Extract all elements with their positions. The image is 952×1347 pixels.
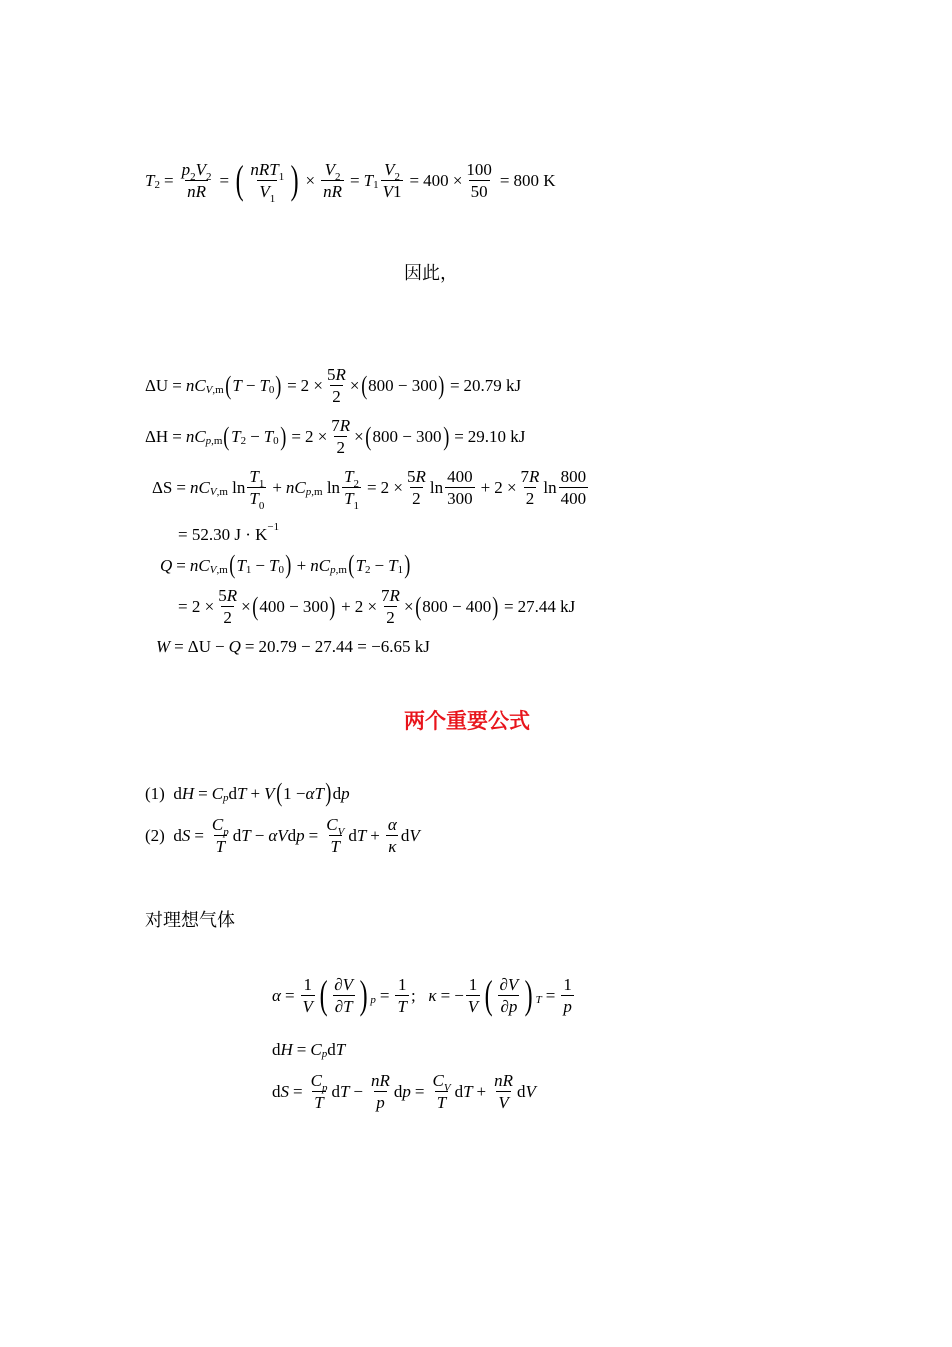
section-heading: 两个重要公式	[404, 709, 530, 733]
equation-delta-s-result: = 52.30 J · K −1	[178, 521, 280, 544]
equation-q: Q = nC V ,m ( T 1 − T 0 ) + nC p ,m ( T 2 − T 1 )	[160, 550, 411, 579]
ideal-gas-text: 对理想气体	[145, 910, 235, 931]
equation-t2: T 2 = $\frac{p_2V_2}{nR}$ = ( $\frac{nRT_1}{V_1}$ ) × $\frac{V_2}{nR}$ = T 1 $\frac{V_2}{V1}$ = 400 × $\frac{100}{50}$ = 800 K	[145, 157, 556, 205]
equation-q-result: = 2 × $\frac{5R}{2}$ × ( 400 − 300 ) + 2 × $\frac{7R}{2}$ × ( 800 − 400 ) = 27.44 kJ	[178, 586, 576, 627]
formula-2-label: (2)	[145, 826, 165, 845]
equation-w: W = ΔU − Q = 20.79 − 27.44 = −6.65 kJ	[156, 637, 430, 656]
equation-delta-h: ΔH = nC p ,m ( T 2 − T 0 ) = 2 × $\frac{7R}{2}$ × ( 800 − 300 ) = 29.10 kJ	[145, 416, 526, 457]
formula-2: (2) d S = $\frac{C_p}{T}$ d T − αV d p = $\frac{C_V}{T}$ d T + $\frac{\alpha}{\kappa}$ d V	[145, 815, 420, 856]
formula-1: (1) d H = C p d T + V ( 1 − αT ) d p	[145, 778, 350, 807]
equation-delta-s: ΔS = nC V ,m ln $\frac{T_1}{T_0}$ + nC p ,m ln $\frac{T_2}{T_1}$ = 2 × $\frac{5R}{2}$ ln $\frac{400}{300}$ + 2 × $\frac{7R}{2}$ ln $\frac{800}{400}$	[152, 467, 587, 512]
equation-alpha-kappa: α = $\frac{1}{V}$ ( $\frac{\partial V}{\partial T}$ ) p = $\frac{1}{T}$ ; κ = − $\frac{1}{V}$ ( $\frac{\partial V}{\partial p}$ ) T = $\frac{1}{p}$	[272, 972, 572, 1017]
equation-ds-ideal: d S = $\frac{C_p}{T}$ d T − $\frac{nR}{p}$ d p = $\frac{C_V}{T}$ d T + $\frac{nR}{V}$ d V	[272, 1071, 536, 1112]
therefore-text: 因此，	[404, 263, 458, 284]
equation-delta-u: ΔU = nC V ,m ( T − T 0 ) = 2 × $\frac{5R}{2}$ × ( 800 − 300 ) = 20.79 kJ	[145, 365, 522, 406]
formula-1-label: (1)	[145, 783, 165, 803]
equation-dh-ideal: d H = C p d T	[272, 1040, 346, 1060]
